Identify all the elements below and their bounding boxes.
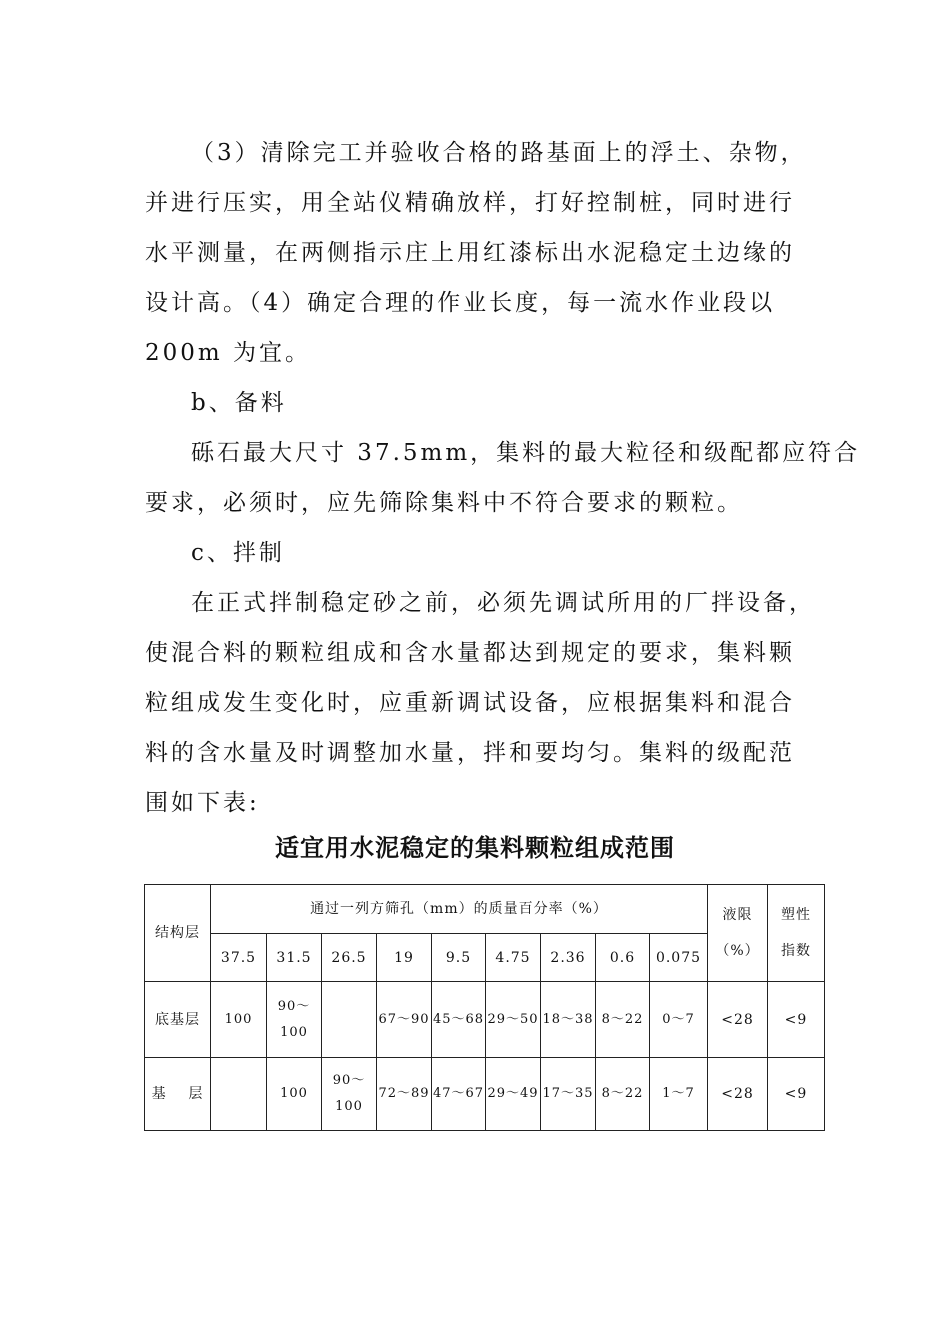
value-text: 67～90 xyxy=(378,1011,430,1027)
header-liquid-limit-label: 液限 xyxy=(722,907,753,923)
text-line: 要求，必须时，应先筛除集料中不符合要求的颗粒。 xyxy=(145,490,743,516)
value-cell xyxy=(211,982,267,1058)
value-text: 100 xyxy=(280,1086,308,1101)
sieve-size-cell: 9.5 xyxy=(432,934,486,982)
value-cell xyxy=(377,1058,432,1131)
sieve-size-cell: 0.6 xyxy=(596,934,650,982)
value-cell xyxy=(596,1058,650,1131)
header-sieve-group: 通过一列方筛孔（mm）的质量百分率（%） xyxy=(211,885,708,934)
sieve-size-cell: 0.075 xyxy=(650,934,708,982)
text-line: 粒组成发生变化时，应重新调试设备，应根据集料和混合 xyxy=(145,690,795,716)
text-line: 砾石最大尺寸 37.5mm，集料的最大粒径和级配都应符合 xyxy=(191,440,861,466)
sieve-size-cell: 19 xyxy=(377,934,432,982)
heading-c xyxy=(145,528,810,578)
value-text: 17～35 xyxy=(542,1086,594,1101)
text-line: 在正式拌制稳定砂之前，必须先调试所用的厂拌设备， xyxy=(191,590,815,616)
table-header-row xyxy=(145,885,825,934)
text-line: 并进行压实，用全站仪精确放样，打好控制桩，同时进行 xyxy=(145,190,795,216)
value-cell xyxy=(322,1058,377,1131)
value-text: 1～7 xyxy=(662,1086,695,1101)
value-cell xyxy=(486,982,541,1058)
value-cell xyxy=(596,982,650,1058)
header-liquid-limit xyxy=(708,885,768,982)
value-text: 100 xyxy=(335,1099,363,1114)
value-cell xyxy=(211,1058,267,1131)
value-text: 29～49 xyxy=(487,1086,539,1101)
paragraph-materials xyxy=(145,428,861,528)
value-text: 29～50 xyxy=(487,1011,539,1027)
value-cell xyxy=(267,982,322,1058)
sieve-size-cell: 31.5 xyxy=(267,934,322,982)
value-cell xyxy=(650,982,708,1058)
value-cell xyxy=(541,982,596,1058)
header-structure-layer: 结构层 xyxy=(145,885,211,982)
value-cell xyxy=(377,982,432,1058)
liquid-limit-cell: <28 xyxy=(708,1058,768,1131)
value-text: 72～89 xyxy=(378,1086,430,1101)
section-heading: b、备料 xyxy=(191,390,287,416)
value-text: 8～22 xyxy=(601,1086,644,1101)
header-plasticity-label-2: 指数 xyxy=(781,943,811,959)
header-plasticity-index xyxy=(768,885,825,982)
paragraph-preparation xyxy=(145,128,810,378)
heading-b xyxy=(145,378,810,428)
table-row-base xyxy=(145,1058,825,1131)
value-text: 45～68 xyxy=(432,1011,485,1027)
text-line: 料的含水量及时调整加水量，拌和要均匀。集料的级配范 xyxy=(145,740,795,766)
value-text: 100 xyxy=(224,1011,253,1027)
sieve-size-cell: 26.5 xyxy=(322,934,377,982)
text-line: 围如下表: xyxy=(145,790,260,816)
text-line: 设计高。（4）确定合理的作业长度，每一流水作业段以 xyxy=(145,290,776,316)
value-text: 47～67 xyxy=(432,1086,485,1101)
sieve-size-cell: 37.5 xyxy=(211,934,267,982)
value-cell xyxy=(541,1058,596,1131)
table-title: 适宜用水泥稳定的集料颗粒组成范围 xyxy=(275,834,675,862)
header-liquid-limit-unit: （%） xyxy=(715,943,760,959)
header-plasticity-label-1: 塑性 xyxy=(781,907,811,923)
row-layer-label: 底基层 xyxy=(145,982,211,1058)
value-cell xyxy=(432,982,486,1058)
table-row-subbase xyxy=(145,982,825,1058)
liquid-limit-cell: <28 xyxy=(708,982,768,1058)
gradation-table xyxy=(144,884,825,1131)
section-heading: c、拌制 xyxy=(191,540,285,566)
value-text: 100 xyxy=(280,1024,308,1040)
row-layer-label: 基 层 xyxy=(145,1058,211,1131)
value-text: 18～38 xyxy=(542,1011,594,1027)
value-text: 8～22 xyxy=(601,1011,644,1027)
paragraph-mixing xyxy=(145,578,815,828)
sieve-size-cell: 4.75 xyxy=(486,934,541,982)
value-text: 90～ xyxy=(277,998,311,1014)
plasticity-index-cell: <9 xyxy=(768,1058,825,1131)
value-text: 0～7 xyxy=(662,1011,695,1027)
value-text: 90～ xyxy=(332,1073,366,1088)
text-line: 200m 为宜。 xyxy=(145,340,312,366)
value-cell xyxy=(322,982,377,1058)
sieve-size-cell: 2.36 xyxy=(541,934,596,982)
value-cell xyxy=(486,1058,541,1131)
value-cell xyxy=(650,1058,708,1131)
value-cell xyxy=(267,1058,322,1131)
text-line: 水平测量，在两侧指示庄上用红漆标出水泥稳定土边缘的 xyxy=(145,240,795,266)
text-line: 使混合料的颗粒组成和含水量都达到规定的要求，集料颗 xyxy=(145,640,795,666)
plasticity-index-cell: <9 xyxy=(768,982,825,1058)
value-cell xyxy=(432,1058,486,1131)
text-line: （3）清除完工并验收合格的路基面上的浮土、杂物， xyxy=(191,140,807,166)
